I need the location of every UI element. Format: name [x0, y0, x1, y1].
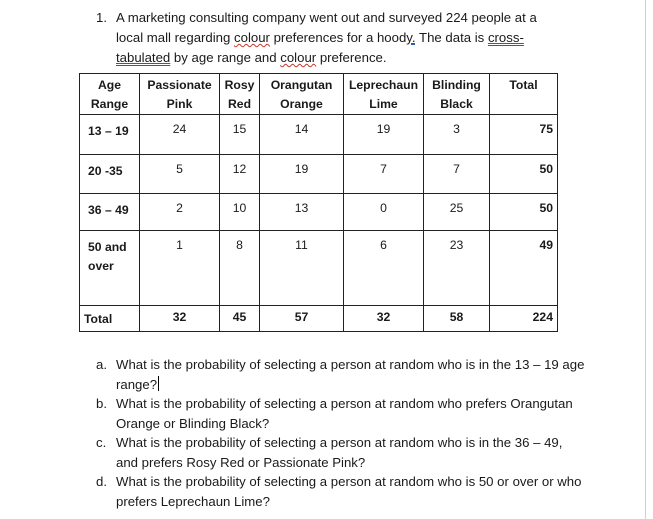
- question-letter: d.: [96, 474, 107, 489]
- totals-row: [80, 306, 558, 332]
- value-cell: 8: [220, 231, 260, 306]
- total-cell: 45: [220, 306, 260, 332]
- question-letter: a.: [96, 357, 107, 372]
- total-cell: 32: [140, 306, 220, 332]
- value-cell: 23: [424, 231, 490, 306]
- row-total-cell: 49: [490, 231, 558, 306]
- header-total: Total: [490, 74, 558, 115]
- value-cell: 6: [344, 231, 424, 306]
- text-cursor: [158, 376, 159, 391]
- age-cell: 36 – 49: [80, 194, 140, 231]
- table-row: [80, 231, 558, 306]
- value-cell: 24: [140, 115, 220, 155]
- total-cell: 57: [260, 306, 344, 332]
- total-cell: 32: [344, 306, 424, 332]
- value-cell: 19: [260, 155, 344, 194]
- header-rosy-red: Rosy Red: [220, 74, 260, 115]
- header-passionate-pink: Passionate Pink: [140, 74, 220, 115]
- header-leprechaun-lime: Leprechaun Lime: [344, 74, 424, 115]
- value-cell: 7: [424, 155, 490, 194]
- problem-number: 1.: [96, 10, 107, 25]
- problem-line-3: [116, 48, 586, 68]
- value-cell: 13: [260, 194, 344, 231]
- value-cell: 25: [424, 194, 490, 231]
- row-total-cell: 50: [490, 155, 558, 194]
- spelling-flag-colour-2[interactable]: colour: [280, 50, 317, 65]
- value-cell: 3: [424, 115, 490, 155]
- header-orangutan-orange: Orangutan Orange: [260, 74, 344, 115]
- cross-tab-table: [79, 73, 558, 332]
- value-cell: 11: [260, 231, 344, 306]
- question-letter: c.: [96, 435, 107, 450]
- row-total-cell: 50: [490, 194, 558, 231]
- value-cell: 19: [344, 115, 424, 155]
- grand-total-cell: 224: [490, 306, 558, 332]
- problem-text: [116, 8, 586, 68]
- value-cell: 2: [140, 194, 220, 231]
- value-cell: 10: [220, 194, 260, 231]
- problem-line-2: [116, 28, 586, 48]
- table-row: [80, 155, 558, 194]
- question-text: What is the probability of selecting a person at random who is 50 or over or who prefers Leprechaun Lime?: [116, 474, 582, 509]
- grammar-flag-tabulated[interactable]: tabulated: [116, 50, 171, 65]
- total-cell: 58: [424, 306, 490, 332]
- text-run: The data is: [415, 30, 488, 45]
- question-list: [96, 355, 586, 511]
- row-total-cell: 75: [490, 115, 558, 155]
- age-cell: 13 – 19: [80, 115, 140, 155]
- value-cell: 12: [220, 155, 260, 194]
- problem-line-1: A marketing consulting company went out and surveyed 224 people at a: [116, 10, 537, 25]
- text-run: by age range and: [170, 50, 281, 65]
- text-run: local mall regarding: [116, 30, 235, 45]
- spelling-flag-colour[interactable]: colour: [234, 30, 270, 45]
- question-text: What is the probability of selecting a person at random who is in the 36 – 49, and prefers Rosy Red or Passionate Pink?: [116, 435, 563, 470]
- age-cell: 20 -35: [80, 155, 140, 194]
- table-row: [80, 194, 558, 231]
- header-row: [80, 74, 558, 115]
- grammar-flag-cross[interactable]: cross-: [487, 30, 524, 45]
- question-letter: b.: [96, 396, 107, 411]
- totals-label: Total: [80, 306, 140, 332]
- question-c: [96, 433, 586, 472]
- text-run: preferences for a hoody: [269, 30, 412, 45]
- value-cell: 14: [260, 115, 344, 155]
- question-text: What is the probability of selecting a person at random who prefers Orangutan Orange or Blinding Black?: [116, 396, 573, 431]
- question-d: [96, 472, 586, 511]
- age-cell: 50 and over: [80, 231, 140, 306]
- table-row: [80, 115, 558, 155]
- value-cell: 0: [344, 194, 424, 231]
- question-b: [96, 394, 586, 433]
- text-run: preference.: [316, 50, 387, 65]
- value-cell: 1: [140, 231, 220, 306]
- value-cell: 7: [344, 155, 424, 194]
- header-age-range: Age Range: [80, 74, 140, 115]
- question-text: What is the probability of selecting a person at random who is in the 13 – 19 age range?: [116, 357, 585, 392]
- value-cell: 15: [220, 115, 260, 155]
- value-cell: 5: [140, 155, 220, 194]
- grammar-flag-period[interactable]: .: [411, 30, 416, 45]
- question-a: [96, 355, 586, 394]
- header-blinding-black: Blinding Black: [424, 74, 490, 115]
